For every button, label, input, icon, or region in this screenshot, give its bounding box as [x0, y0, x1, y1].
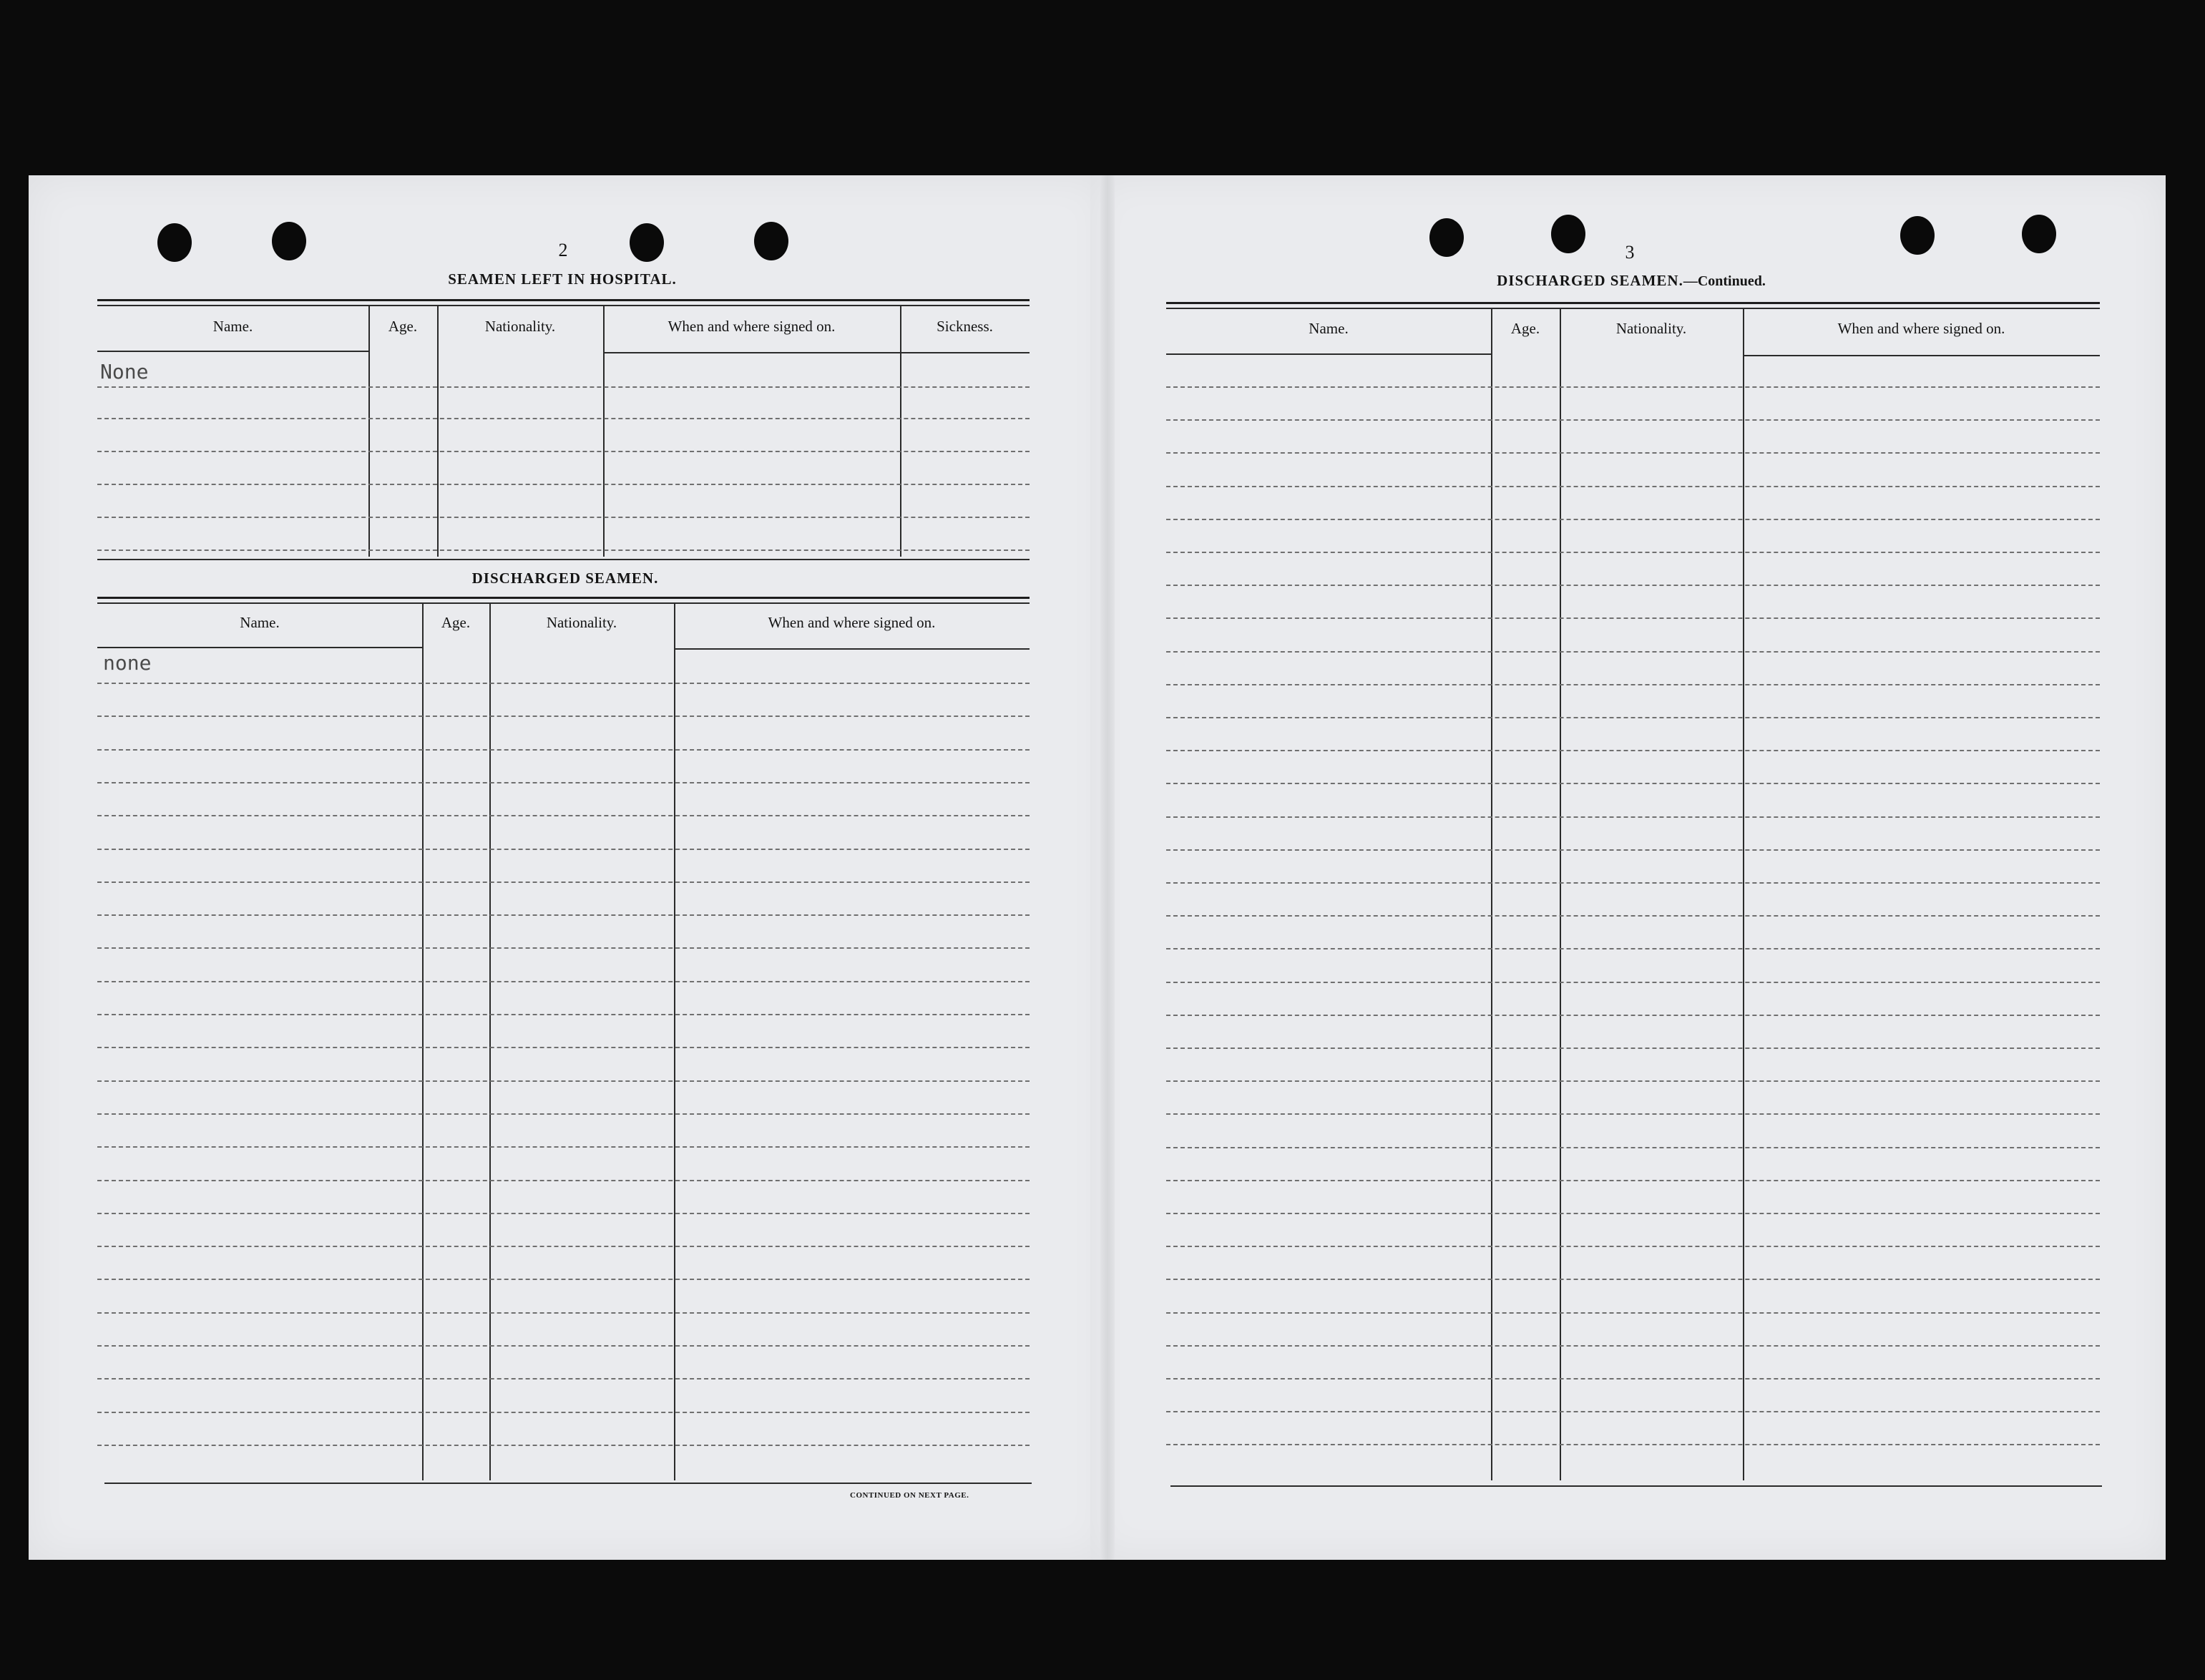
- hospital-header-underline: [97, 351, 368, 352]
- hospital-entry-line: [97, 517, 1030, 518]
- ruled-entry-line: [97, 914, 1030, 916]
- continued-col-name: Name.: [1309, 320, 1349, 337]
- ruled-entry-line: [1166, 452, 2100, 454]
- hospital-table-top-rule-2: [97, 305, 1030, 306]
- discharged-col-divider: [489, 604, 491, 1480]
- ruled-entry-line: [1166, 1180, 2100, 1181]
- punch-hole: [272, 222, 306, 260]
- ruled-entry-line: [1166, 717, 2100, 718]
- page-spine: [1100, 175, 1115, 1560]
- hospital-entry-line: [97, 550, 1030, 551]
- discharged-entry-text: none: [103, 651, 152, 675]
- left-page: [29, 175, 1108, 1560]
- ruled-entry-line: [1166, 684, 2100, 685]
- continued-table-bottom-rule: [1170, 1485, 2102, 1487]
- discharged-col-signed-on: When and where signed on.: [768, 614, 936, 631]
- ruled-entry-line: [97, 1445, 1030, 1446]
- ruled-entry-line: [1166, 1147, 2100, 1148]
- ruled-entry-line: [1166, 816, 2100, 818]
- punch-hole: [1551, 215, 1585, 253]
- ruled-entry-line: [97, 1345, 1030, 1347]
- ruled-entry-line: [97, 749, 1030, 751]
- ruled-entry-line: [1166, 1246, 2100, 1247]
- discharged-col-divider: [674, 604, 675, 1480]
- ruled-entry-line: [97, 881, 1030, 883]
- ruled-entry-line: [97, 981, 1030, 982]
- hospital-entry-text: None: [100, 360, 149, 384]
- discharged-continued-title-suffix: —Continued.: [1683, 273, 1766, 289]
- ruled-entry-line: [97, 815, 1030, 816]
- continued-col-divider: [1743, 309, 1744, 1480]
- continued-col-signed-on: When and where signed on.: [1837, 320, 2005, 337]
- ruled-entry-line: [1166, 1345, 2100, 1347]
- ruled-entry-line: [97, 1412, 1030, 1413]
- discharged-col-name: Name.: [240, 614, 280, 631]
- hospital-col-divider: [900, 306, 901, 557]
- punch-hole: [630, 223, 664, 262]
- ruled-entry-line: [1166, 519, 2100, 520]
- ruled-entry-line: [97, 1312, 1030, 1314]
- ruled-entry-line: [1166, 552, 2100, 553]
- page-number-right: 3: [1625, 242, 1635, 263]
- ruled-entry-line: [1166, 1378, 2100, 1379]
- hospital-entry-line: [97, 418, 1030, 419]
- ruled-entry-line: [1166, 882, 2100, 884]
- discharged-table-bottom-rule: [104, 1483, 1032, 1484]
- hospital-entry-line: [97, 386, 1030, 388]
- continued-header-underline: [1743, 355, 2100, 356]
- hospital-section-title: SEAMEN LEFT IN HOSPITAL.: [448, 270, 677, 288]
- discharged-header-underline: [674, 648, 1030, 650]
- ruled-entry-line: [97, 1113, 1030, 1115]
- punch-hole: [157, 223, 192, 262]
- punch-hole: [754, 222, 788, 260]
- discharged-table-top-rule: [97, 597, 1030, 599]
- continued-footer: CONTINUED ON NEXT PAGE.: [850, 1491, 969, 1500]
- ruled-entry-line: [1166, 585, 2100, 586]
- discharged-col-divider: [422, 604, 424, 1480]
- discharged-header-underline: [97, 647, 422, 648]
- ruled-entry-line: [97, 1180, 1030, 1181]
- ruled-entry-line: [1166, 982, 2100, 983]
- ruled-entry-line: [1166, 419, 2100, 421]
- hospital-col-signed-on: When and where signed on.: [668, 318, 836, 335]
- ruled-entry-line: [97, 1146, 1030, 1148]
- discharged-continued-title: [1452, 272, 1810, 290]
- hospital-header-underline: [603, 352, 900, 353]
- right-page: [1090, 175, 2166, 1560]
- ruled-entry-line: [1166, 617, 2100, 619]
- hospital-entry-line: [97, 451, 1030, 452]
- ruled-entry-line: [1166, 1047, 2100, 1049]
- ruled-entry-line: [1166, 1279, 2100, 1280]
- ruled-entry-line: [1166, 750, 2100, 751]
- hospital-col-name: Name.: [212, 318, 253, 335]
- hospital-col-divider: [368, 306, 370, 557]
- ruled-entry-line: [1166, 915, 2100, 917]
- ruled-entry-line: [97, 683, 1030, 684]
- hospital-table-bottom-rule: [97, 559, 1030, 560]
- ruled-entry-line: [1166, 386, 2100, 388]
- ruled-entry-line: [97, 1080, 1030, 1082]
- hospital-table-top-rule: [97, 299, 1030, 301]
- ruled-entry-line: [1166, 486, 2100, 487]
- punch-hole: [1900, 216, 1935, 255]
- continued-header-underline: [1166, 353, 1491, 355]
- discharged-section-title: DISCHARGED SEAMEN.: [471, 570, 659, 587]
- hospital-entry-line: [97, 484, 1030, 485]
- ruled-entry-line: [97, 716, 1030, 717]
- ruled-entry-line: [97, 1279, 1030, 1280]
- discharged-col-nationality: Nationality.: [546, 614, 617, 631]
- ruled-entry-line: [97, 782, 1030, 783]
- ruled-entry-line: [1166, 1080, 2100, 1082]
- ruled-entry-line: [1166, 1015, 2100, 1016]
- hospital-col-age: Age.: [388, 318, 418, 335]
- continued-col-age: Age.: [1510, 320, 1540, 337]
- continued-table-top-rule: [1166, 302, 2100, 304]
- ruled-entry-line: [1166, 849, 2100, 851]
- ruled-entry-line: [97, 1213, 1030, 1214]
- ruled-entry-line: [97, 1014, 1030, 1015]
- ruled-entry-line: [97, 947, 1030, 949]
- ruled-entry-line: [1166, 1113, 2100, 1115]
- ruled-entry-line: [97, 1378, 1030, 1379]
- hospital-col-sickness: Sickness.: [937, 318, 993, 335]
- continued-col-nationality: Nationality.: [1615, 320, 1687, 337]
- hospital-col-divider: [603, 306, 605, 557]
- continued-table-top-rule-2: [1166, 308, 2100, 309]
- discharged-continued-title-main: DISCHARGED SEAMEN.: [1497, 272, 1683, 289]
- ruled-entry-line: [1166, 1411, 2100, 1412]
- ruled-entry-line: [1166, 948, 2100, 949]
- discharged-table-top-rule-2: [97, 602, 1030, 604]
- ruled-entry-line: [97, 1246, 1030, 1247]
- punch-hole: [2022, 215, 2056, 253]
- continued-col-divider: [1560, 309, 1561, 1480]
- ruled-entry-line: [1166, 1312, 2100, 1314]
- hospital-col-divider: [437, 306, 439, 557]
- punch-hole: [1429, 218, 1464, 257]
- ruled-entry-line: [1166, 1444, 2100, 1445]
- ruled-entry-line: [1166, 783, 2100, 784]
- page-number-left: 2: [558, 240, 568, 260]
- ruled-entry-line: [1166, 1213, 2100, 1214]
- hospital-col-nationality: Nationality.: [484, 318, 556, 335]
- ruled-entry-line: [97, 1047, 1030, 1048]
- discharged-col-age: Age.: [441, 614, 471, 631]
- continued-col-divider: [1491, 309, 1492, 1480]
- ruled-entry-line: [1166, 651, 2100, 653]
- ruled-entry-line: [97, 849, 1030, 850]
- hospital-header-underline: [900, 352, 1030, 353]
